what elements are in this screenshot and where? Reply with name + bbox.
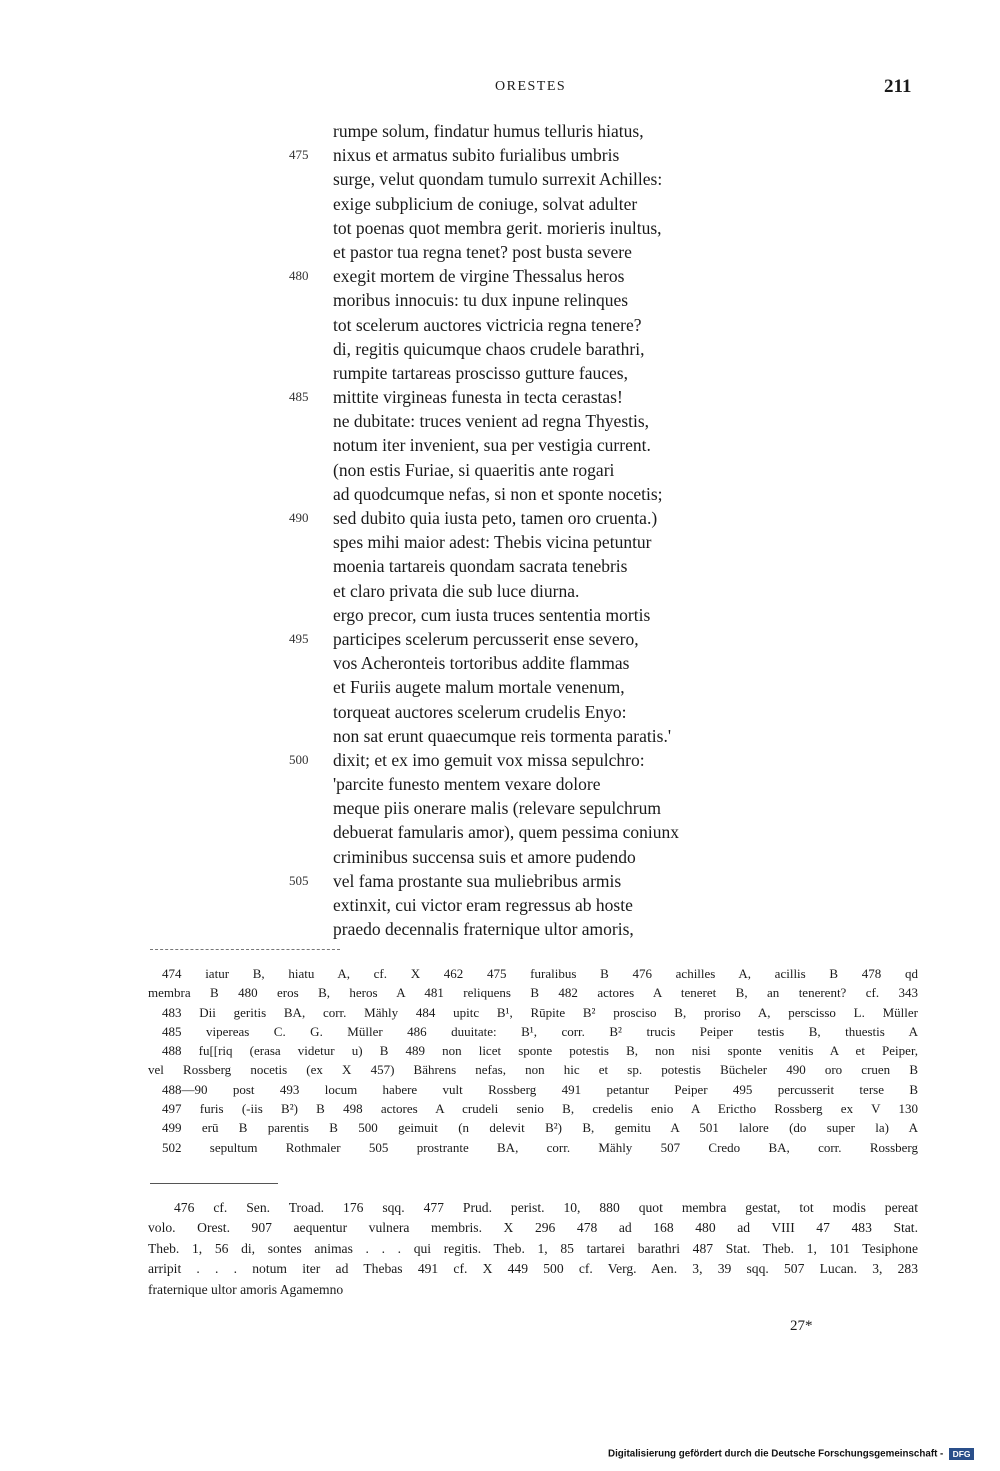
- verse-line: [0, 700, 1000, 724]
- verse-line: [0, 917, 1000, 941]
- running-title: ORESTES: [495, 79, 567, 94]
- verse-line-text: torqueat auctores scelerum crudelis Enyo:: [333, 701, 627, 722]
- verse-line-text: vel fama prostante sua muliebribus armis: [333, 870, 622, 891]
- page-number: 211: [884, 76, 912, 97]
- verse-line: [0, 820, 1000, 844]
- apparatus-line: 483 Dii geritis BA, corr. Mähly 484 upitc B¹, Rūpite B² prosciso B, proriso A, perscisso L. Müller: [162, 1004, 918, 1020]
- verse-line-text: spes mihi maior adest: Thebis vicina petuntur: [333, 532, 652, 553]
- verse-line-text: extinxit, cui victor eram regressus ab hoste: [333, 895, 633, 915]
- verse-line: [0, 264, 1000, 288]
- verse-line-text: meque piis onerare malis (relevare sepulchrum: [333, 798, 661, 819]
- verse-line: [0, 530, 1000, 554]
- verse-line: [0, 216, 1000, 240]
- verse-line: [0, 579, 1000, 603]
- testimonia-notes: [148, 1198, 918, 1300]
- verse-line-text: ad quodcumque nefas, si non et sponte nocetis;: [333, 483, 663, 504]
- verse-line: [0, 506, 1000, 530]
- verse-line-text: et pastor tua regna tenet? post busta severe: [333, 241, 632, 262]
- verse-line-text: exegit mortem de virgine Thessalus heros: [333, 266, 625, 287]
- apparatus-line: membra B 480 eros B, heros A 481 reliquens B 482 actores A teneret B, an tenerent? cf. 343: [148, 985, 918, 1001]
- verse-line-number: 490: [289, 510, 309, 525]
- verse-line: [0, 192, 1000, 216]
- verse-line: [0, 458, 1000, 482]
- verse-line: [0, 651, 1000, 675]
- verse-line-text: ergo precor, cum iusta truces sententia mortis: [333, 604, 651, 625]
- verse-line: [0, 482, 1000, 506]
- verse-line: [0, 845, 1000, 869]
- page-header: [0, 76, 1000, 106]
- verse-line-text: nixus et armatus subito furialibus umbris: [333, 145, 620, 166]
- verse-line: [0, 409, 1000, 433]
- verse-line-text: rumpite tartareas proscisso gutture fauces,: [333, 362, 628, 383]
- verse-line-text: surge, velut quondam tumulo surrexit Achilles:: [333, 169, 663, 190]
- verse-line: [0, 675, 1000, 699]
- verse-line: [0, 603, 1000, 627]
- verse-line-number: 475: [289, 147, 309, 163]
- verse-line: [0, 167, 1000, 191]
- verse-line-number: 505: [289, 872, 309, 888]
- verse-line: [0, 385, 1000, 409]
- apparatus-line: vel Rossberg nocetis (ex X 457) Bährens nefas, non hic et sp. potestis Bücheler 490 oro cruen B: [148, 1062, 918, 1078]
- verse-line: [0, 313, 1000, 337]
- verse-line: [0, 724, 1000, 748]
- critical-apparatus: [148, 964, 918, 1157]
- verse-line: [0, 869, 1000, 893]
- signature-mark: 27*: [790, 1318, 813, 1334]
- verse-line-text: di, regitis quicumque chaos crudele barathri,: [333, 338, 645, 359]
- verse-line-text: moribus innocuis: tu dux inpune relinques: [333, 290, 629, 311]
- verse-line-text: participes scelerum percusserit ense severo,: [333, 628, 639, 649]
- verse-line: [0, 143, 1000, 167]
- verse-line-text: (non estis Furiae, si quaeritis ante rogari: [333, 459, 615, 480]
- apparatus-line: 497 furis (-iis B²) B 498 actores A crudeli senio B, credelis enio A Erictho Rossberg ex V 130: [162, 1101, 918, 1117]
- apparatus-line: 485 vipereas C. G. Müller 486 duuitate: B¹, corr. B² trucis Peiper testis B, thuestis A: [162, 1023, 918, 1039]
- apparatus-divider: [150, 949, 340, 950]
- verse-line-text: non sat erunt quaecumque reis tormenta paratis.': [333, 725, 671, 746]
- verse-line-text: 'parcite funesto mentem vexare dolore: [333, 774, 601, 795]
- apparatus-line: 474 iatur B, hiatu A, cf. X 462 475 furalibus B 476 achilles A, acillis B 478 qd: [162, 966, 918, 981]
- verse-line: [0, 119, 1000, 143]
- verse-line: [0, 361, 1000, 385]
- verse-line-text: et Furiis augete malum mortale venenum,: [333, 677, 625, 698]
- testimonia-divider: [150, 1183, 278, 1184]
- verse-line: [0, 893, 1000, 917]
- footer-text: Digitalisierung gefördert durch die Deutsche Forschungsgemeinschaft -: [608, 1448, 944, 1460]
- verse-line: [0, 288, 1000, 312]
- apparatus-line: 502 sepultum Rothmaler 505 prostrante BA, corr. Mähly 507 Credo BA, corr. Rossberg: [162, 1139, 918, 1155]
- verse-line-text: moenia tartareis quondam sacrata tenebris: [333, 556, 628, 577]
- verse-line-text: exige subplicium de coniuge, solvat adulter: [333, 193, 638, 214]
- testimonia-line: arripit . . . notum iter ad Thebas 491 cf. X 449 500 cf. Verg. Aen. 3, 39 sqq. 507 Lucan. 3, 283: [148, 1261, 918, 1277]
- verse-line-text: vos Acheronteis tortoribus addite flammas: [333, 653, 630, 674]
- verse-line: [0, 240, 1000, 264]
- verse-line: [0, 796, 1000, 820]
- apparatus-line: 499 erū B parentis B 500 geimuit (n delevit B²) B, gemitu A 501 lalore (do super la) A: [162, 1120, 918, 1136]
- verse-line-text: criminibus succensa suis et amore pudendo: [333, 846, 636, 867]
- verse-line: [0, 772, 1000, 796]
- verse-line-text: dixit; et ex imo gemuit vox missa sepulchro:: [333, 749, 645, 770]
- apparatus-line: 488—90 post 493 locum habere vult Rossberg 491 petantur Peiper 495 percusserit terse B: [162, 1081, 918, 1097]
- apparatus-line: 488 fu[[riq (erasa videtur u) B 489 non licet sponte potestis B, non nisi sponte venitis A et Peiper,: [162, 1043, 918, 1059]
- verse-line: [0, 337, 1000, 361]
- verse-line-text: rumpe solum, findatur humus telluris hiatus,: [333, 121, 644, 141]
- verse-line: [0, 554, 1000, 578]
- testimonia-line: Theb. 1, 56 di, sontes animas . . . qui regitis. Theb. 1, 85 tartarei barathri 487 Stat. Theb. 1, 101 Tesiphone: [148, 1240, 918, 1256]
- verse-line-number: 495: [289, 630, 309, 646]
- verse-line-number: 480: [289, 268, 309, 284]
- verse-line: [0, 433, 1000, 457]
- dfg-logo-icon: DFG: [949, 1448, 974, 1460]
- digitization-footer: [608, 1448, 988, 1464]
- verse-text-block: [0, 119, 1000, 941]
- verse-line-number: 485: [289, 389, 309, 405]
- verse-line-text: debuerat famularis amor), quem pessima coniunx: [333, 822, 680, 843]
- testimonia-line: fraternique ultor amoris Agamemno: [148, 1281, 344, 1297]
- verse-line-text: et claro privata die sub luce diurna.: [333, 580, 580, 601]
- verse-line: [0, 627, 1000, 651]
- verse-line: [0, 748, 1000, 772]
- verse-line-text: notum iter invenient, sua per vestigia current.: [333, 435, 651, 456]
- testimonia-line: volo. Orest. 907 aequentur vulnera membris. X 296 478 ad 168 480 ad VIII 47 483 Stat.: [148, 1220, 918, 1236]
- verse-line-text: mittite virgineas funesta in tecta cerastas!: [333, 387, 623, 408]
- verse-line-text: ne dubitate: truces venient ad regna Thyestis,: [333, 411, 650, 432]
- verse-line-text: sed dubito quia iusta peto, tamen oro cruenta.): [333, 508, 658, 528]
- verse-line-text: praedo decennalis fraternique ultor amoris,: [333, 919, 634, 940]
- verse-line-text: tot scelerum auctores victricia regna tenere?: [333, 314, 642, 335]
- verse-line-text: tot poenas quot membra gerit. morieris inultus,: [333, 217, 662, 238]
- verse-line-number: 500: [289, 751, 309, 767]
- testimonia-line: 476 cf. Sen. Troad. 176 sqq. 477 Prud. perist. 10, 880 quot membra gestat, tot modis pereat: [174, 1200, 918, 1215]
